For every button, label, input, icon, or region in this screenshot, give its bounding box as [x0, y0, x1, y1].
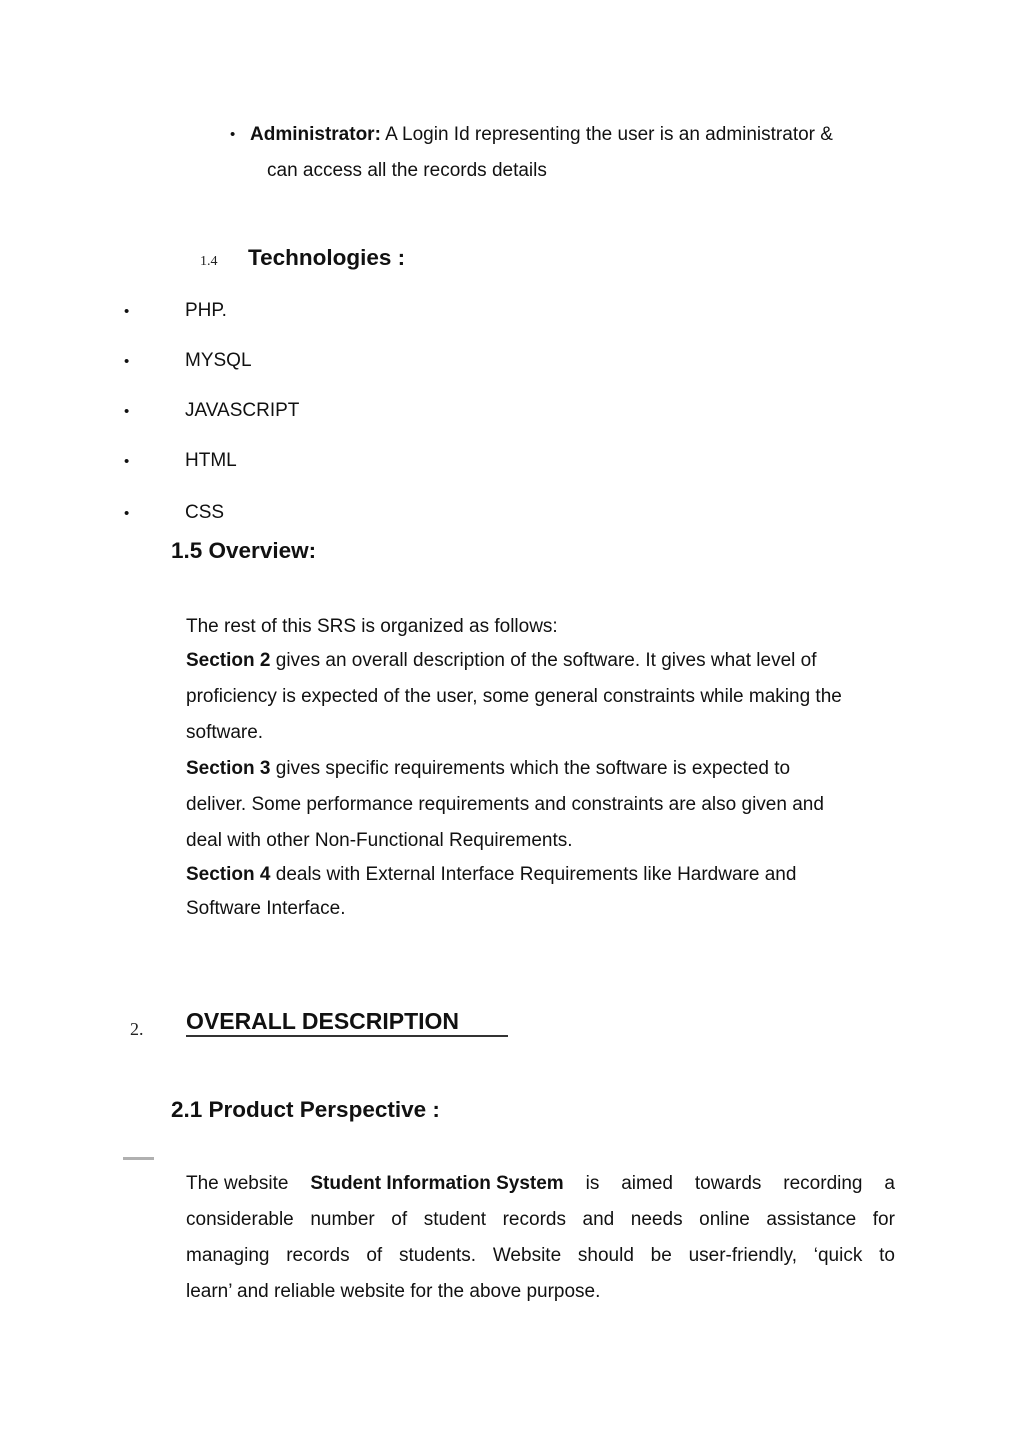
bullet-icon: • — [124, 453, 130, 470]
word: recording — [783, 1173, 863, 1194]
section-3-text: gives specific requirements which the software is expected to — [270, 758, 791, 779]
administrator-term: Administrator: — [250, 124, 381, 145]
section-2-label: Section 2 — [186, 650, 271, 671]
section-2-line-3: software. — [186, 722, 264, 743]
bullet-icon: • — [124, 303, 130, 320]
section-4-text: deals with External Interface Requirements like Hardware and — [270, 864, 797, 885]
margin-mark — [123, 1157, 154, 1160]
word: a — [884, 1173, 895, 1194]
word: students. — [398, 1245, 477, 1266]
section-4-label: Section 4 — [186, 864, 271, 885]
word: towards — [694, 1173, 762, 1194]
word: online — [699, 1209, 750, 1230]
word: of — [391, 1209, 408, 1230]
bullet-icon: • — [124, 505, 130, 522]
overview-intro: The rest of this SRS is organized as follows: — [186, 616, 558, 637]
word: and — [582, 1209, 615, 1230]
section-number: 2. — [130, 1019, 144, 1039]
product-name: Student Information System — [310, 1173, 564, 1194]
word: should — [577, 1245, 634, 1266]
word: is — [585, 1173, 600, 1194]
technology-name: PHP. — [185, 300, 227, 321]
section-heading: OVERALL DESCRIPTION — [186, 1008, 460, 1034]
technology-name: MYSQL — [185, 350, 252, 371]
word: student — [423, 1209, 487, 1230]
section-3-label: Section 3 — [186, 758, 271, 779]
word: Website — [492, 1245, 562, 1266]
section-2-line-2: proficiency is expected of the user, some general constraints while making the — [186, 686, 842, 707]
word: to — [879, 1245, 895, 1266]
section-3-line-1 — [186, 758, 790, 780]
product-perspective-line-2 — [186, 1209, 895, 1231]
technology-name: CSS — [185, 502, 225, 523]
heading-underline — [186, 1035, 508, 1037]
technology-name: HTML — [185, 450, 237, 471]
section-3-line-3: deal with other Non-Functional Requirements. — [186, 830, 573, 851]
word: assistance — [766, 1209, 857, 1230]
technology-name: JAVASCRIPT — [185, 400, 300, 421]
bullet-icon: • — [124, 353, 130, 370]
section-4-line-1 — [186, 864, 796, 886]
word: user-friendly, — [688, 1245, 797, 1266]
section-2-line-1 — [186, 650, 816, 672]
administrator-description: A Login Id representing the user is an administrator & — [385, 124, 833, 145]
administrator-line-1 — [250, 124, 833, 146]
word: needs — [630, 1209, 683, 1230]
section-3-line-2: deliver. Some performance requirements and constraints are also given and — [186, 794, 824, 815]
administrator-line-2: can access all the records details — [267, 160, 547, 181]
word: managing — [186, 1245, 270, 1266]
word: aimed — [621, 1173, 673, 1194]
section-2-text: gives an overall description of the software. It gives what level of — [270, 650, 817, 671]
product-perspective-line-3 — [186, 1245, 895, 1267]
bullet-icon: • — [230, 126, 236, 143]
word: ‘quick — [813, 1245, 863, 1266]
word: considerable — [186, 1209, 294, 1230]
word: records — [502, 1209, 566, 1230]
section-heading: Technologies : — [248, 245, 406, 270]
word: number — [310, 1209, 375, 1230]
text: The website — [186, 1173, 289, 1194]
section-heading: 1.5 Overview: — [171, 538, 317, 563]
section-number: 1.4 — [200, 254, 218, 269]
product-perspective-line-1 — [186, 1173, 895, 1195]
word: for — [872, 1209, 895, 1230]
section-heading: 2.1 Product Perspective : — [171, 1097, 440, 1122]
bullet-icon: • — [124, 403, 130, 420]
word: records — [286, 1245, 350, 1266]
word: of — [366, 1245, 383, 1266]
section-4-line-2: Software Interface. — [186, 898, 346, 919]
word: be — [650, 1245, 672, 1266]
product-perspective-line-4: learn’ and reliable website for the above purpose. — [186, 1281, 601, 1302]
